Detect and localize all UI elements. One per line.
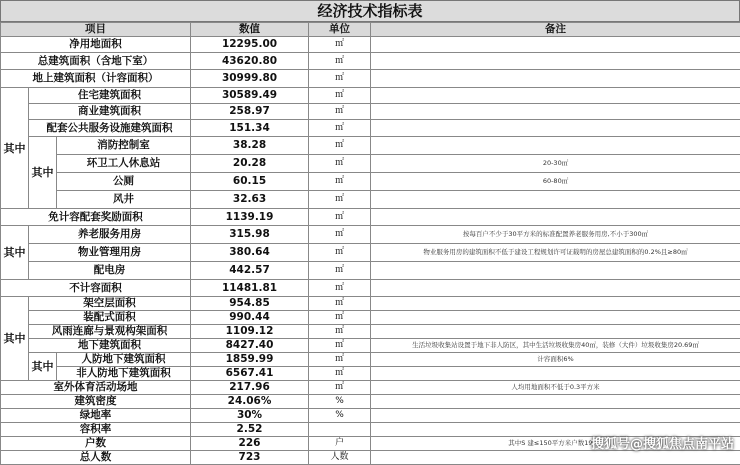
table-row — [1, 155, 740, 173]
subgroup-label: 其中 — [29, 353, 57, 381]
row-label: 商业建筑面积 — [29, 104, 191, 120]
row-unit: ㎡ — [309, 325, 371, 339]
row-value: 151.34 — [191, 120, 309, 137]
row-value: 1859.99 — [191, 353, 309, 367]
table-row — [1, 297, 740, 311]
row-unit: ㎡ — [309, 353, 371, 367]
row-note — [371, 70, 740, 88]
row-note: 60-80㎡ — [371, 173, 740, 191]
row-note: 物业服务用房的建筑面积不低于建设工程规划许可证载明的房屋总建筑面积的0.2%且≥80㎡ — [371, 244, 740, 262]
row-value: 8427.40 — [191, 339, 309, 353]
group-label: 其中 — [1, 88, 29, 209]
row-note — [371, 191, 740, 209]
row-value: 60.15 — [191, 173, 309, 191]
row-value: 12295.00 — [191, 37, 309, 53]
row-note — [371, 280, 740, 297]
table-row — [1, 53, 740, 70]
row-label: 配套公共服务设施建筑面积 — [29, 120, 191, 137]
table-row — [1, 173, 740, 191]
row-value: 442.57 — [191, 262, 309, 280]
row-label: 室外体育活动场地 — [1, 381, 191, 395]
row-value: 32.63 — [191, 191, 309, 209]
row-value: 226 — [191, 437, 309, 451]
subgroup-label: 其中 — [29, 137, 57, 209]
row-note — [371, 137, 740, 155]
row-note — [371, 325, 740, 339]
row-note — [371, 53, 740, 70]
table-row — [1, 395, 740, 409]
row-unit: ㎡ — [309, 120, 371, 137]
header-value: 数值 — [191, 23, 309, 37]
header-item: 项目 — [1, 23, 191, 37]
row-unit: ㎡ — [309, 381, 371, 395]
row-label: 建筑密度 — [1, 395, 191, 409]
row-label: 养老服务用房 — [29, 226, 191, 244]
row-label: 绿地率 — [1, 409, 191, 423]
row-unit: ㎡ — [309, 244, 371, 262]
row-value: 30% — [191, 409, 309, 423]
row-label: 户数 — [1, 437, 191, 451]
row-label: 装配式面积 — [29, 311, 191, 325]
row-value: 315.98 — [191, 226, 309, 244]
row-note — [371, 262, 740, 280]
row-value: 258.97 — [191, 104, 309, 120]
row-unit: % — [309, 409, 371, 423]
header-note: 备注 — [371, 23, 740, 37]
row-label: 总人数 — [1, 451, 191, 465]
row-value: 20.28 — [191, 155, 309, 173]
row-unit: ㎡ — [309, 280, 371, 297]
group-label: 其中 — [1, 297, 29, 381]
row-unit: ㎡ — [309, 70, 371, 88]
row-label: 地下建筑面积 — [29, 339, 191, 353]
row-unit: ㎡ — [309, 226, 371, 244]
row-unit: ㎡ — [309, 173, 371, 191]
row-unit: ㎡ — [309, 339, 371, 353]
row-label: 公厕 — [57, 173, 191, 191]
row-unit: ㎡ — [309, 37, 371, 53]
row-unit: ㎡ — [309, 209, 371, 226]
table-row — [1, 244, 740, 262]
table-row — [1, 120, 740, 137]
row-label: 住宅建筑面积 — [29, 88, 191, 104]
row-value: 1109.12 — [191, 325, 309, 339]
row-unit: ㎡ — [309, 297, 371, 311]
row-note — [371, 311, 740, 325]
table-row — [1, 381, 740, 395]
watermark: 搜狐号@搜狐焦点南平站 — [591, 433, 734, 452]
table-row — [1, 311, 740, 325]
row-note: 计容面积6% — [371, 353, 740, 367]
row-label: 风井 — [57, 191, 191, 209]
row-unit: 户 — [309, 437, 371, 451]
indicator-table — [0, 22, 740, 465]
row-note: 其中S 建≤150平方米户数190... — [371, 437, 740, 451]
row-value: 954.85 — [191, 297, 309, 311]
row-label: 净用地面积 — [1, 37, 191, 53]
row-unit: ㎡ — [309, 155, 371, 173]
table-title: 经济技术指标表 — [0, 0, 740, 22]
row-unit: 人数 — [309, 451, 371, 465]
table-row — [1, 191, 740, 209]
row-note — [371, 367, 740, 381]
table-row — [1, 262, 740, 280]
row-unit: % — [309, 395, 371, 409]
row-value: 217.96 — [191, 381, 309, 395]
row-unit: ㎡ — [309, 137, 371, 155]
row-label: 物业管理用房 — [29, 244, 191, 262]
row-note: 人均用地面积不低于0.3平方米 — [371, 381, 740, 395]
row-label: 地上建筑面积（计容面积） — [1, 70, 191, 88]
row-unit: ㎡ — [309, 311, 371, 325]
row-value: 30589.49 — [191, 88, 309, 104]
row-unit: ㎡ — [309, 367, 371, 381]
row-note — [371, 88, 740, 104]
row-label: 容积率 — [1, 423, 191, 437]
table-row — [1, 70, 740, 88]
row-note — [371, 297, 740, 311]
row-value: 380.64 — [191, 244, 309, 262]
row-note — [371, 209, 740, 226]
row-label: 配电房 — [29, 262, 191, 280]
row-note: 按每百户不少于30平方米的标准配置养老服务用房,不小于300㎡ — [371, 226, 740, 244]
row-unit: ㎡ — [309, 88, 371, 104]
row-note — [371, 104, 740, 120]
table-row — [1, 325, 740, 339]
table-row — [1, 37, 740, 53]
row-unit: ㎡ — [309, 191, 371, 209]
row-value: 24.06% — [191, 395, 309, 409]
table-row — [1, 137, 740, 155]
row-label: 免计容配套奖励面积 — [1, 209, 191, 226]
header-unit: 单位 — [309, 23, 371, 37]
row-label: 风雨连廊与景观构架面积 — [29, 325, 191, 339]
row-note — [371, 395, 740, 409]
row-value: 38.28 — [191, 137, 309, 155]
row-label: 架空层面积 — [29, 297, 191, 311]
row-unit: ㎡ — [309, 53, 371, 70]
row-note: 生活垃圾收集站设置于地下非人防区，其中生活垃圾收集房40㎡，装修（大件）垃圾收集房20.69㎡ — [371, 339, 740, 353]
row-label: 环卫工人休息站 — [57, 155, 191, 173]
row-note — [371, 120, 740, 137]
table-row — [1, 409, 740, 423]
row-value: 2.52 — [191, 423, 309, 437]
row-value: 43620.80 — [191, 53, 309, 70]
table-row — [1, 280, 740, 297]
row-label: 消防控制室 — [57, 137, 191, 155]
row-label: 非人防地下建筑面积 — [57, 367, 191, 381]
row-label: 人防地下建筑面积 — [57, 353, 191, 367]
table-row — [1, 226, 740, 244]
row-value: 6567.41 — [191, 367, 309, 381]
row-label: 总建筑面积（含地下室） — [1, 53, 191, 70]
row-unit — [309, 423, 371, 437]
table-row — [1, 353, 740, 367]
row-value: 30999.80 — [191, 70, 309, 88]
table-row — [1, 339, 740, 353]
row-value: 11481.81 — [191, 280, 309, 297]
row-label: 不计容面积 — [1, 280, 191, 297]
row-value: 1139.19 — [191, 209, 309, 226]
table-row — [1, 104, 740, 120]
table-row — [1, 367, 740, 381]
row-note — [371, 37, 740, 53]
header-row — [1, 23, 740, 37]
row-value: 990.44 — [191, 311, 309, 325]
table-row — [1, 88, 740, 104]
table-row — [1, 209, 740, 226]
row-unit: ㎡ — [309, 104, 371, 120]
row-note: 20-30㎡ — [371, 155, 740, 173]
row-value: 723 — [191, 451, 309, 465]
group-label: 其中 — [1, 226, 29, 280]
row-unit: ㎡ — [309, 262, 371, 280]
row-note — [371, 409, 740, 423]
